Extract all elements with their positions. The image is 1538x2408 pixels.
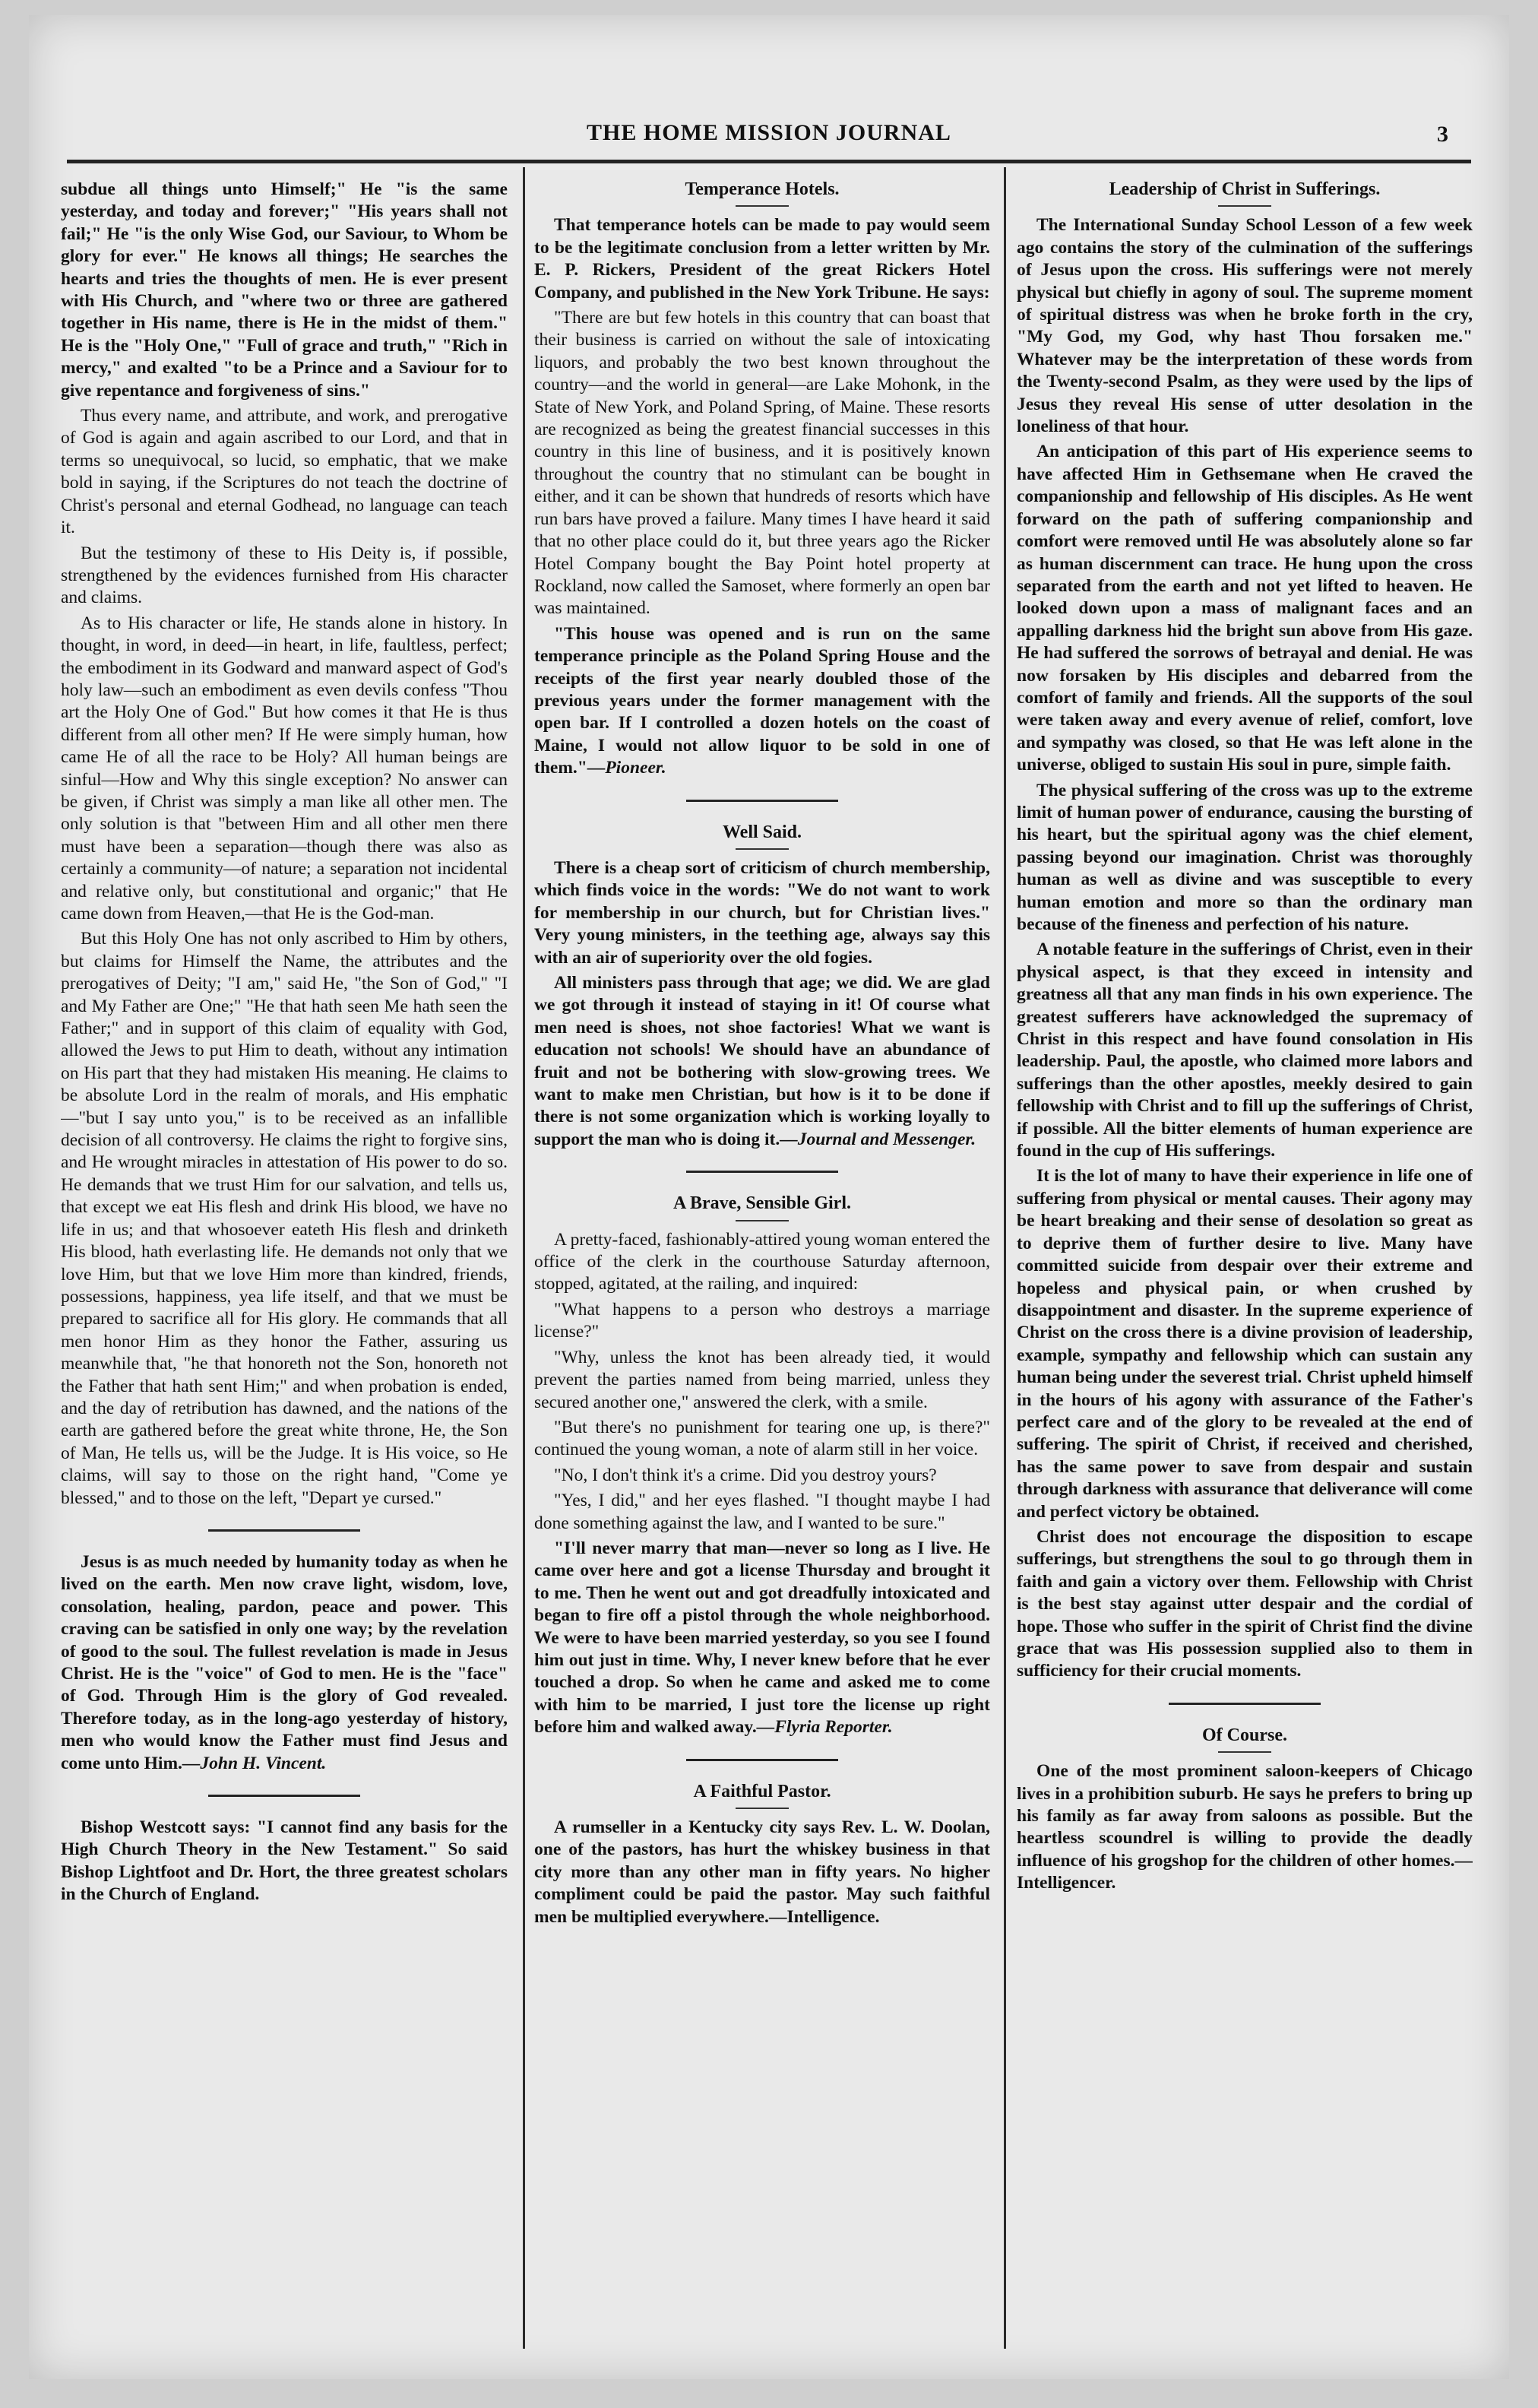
paragraph: Christ does not encourage the disposition to escape sufferings, but strengthens the soul to go through them in faith and gain a victory over them. Fellowship with Christ is the best stay against utter despair and the cordial of hope. Those who suffer in the spirit of Christ find the divine grace that was His possession supplied also to them in sufficiency for their crucial moments. [1017, 1526, 1473, 1681]
paragraph: A pretty-faced, fashionably-attired young woman entered the office of the clerk in the courthouse Saturday afternoon, stopped, agitated, at the railing, and inquired: [534, 1229, 990, 1294]
paragraph: The physical suffering of the cross was up to the extreme limit of human power of endurance, causing the bursting of his heart, but the spiritual agony was the chief element, passing beyond our imagination. Christ was thoroughly human as well as divine and was susceptible to every human emotion and more so than the ordinary man because of the fineness and perfection of his nature. [1017, 780, 1473, 934]
attribution: —Pioneer. [587, 758, 666, 778]
heading-rule [736, 1808, 789, 1809]
section-divider [208, 1795, 360, 1797]
paragraph: That temperance hotels can be made to pay would seem to be the legitimate conclusion from a letter written by Mr. E. P. Rickers, President of the great Rickers Hotel Company, and published in the New York Tribune. He says: [534, 215, 990, 303]
paragraph-text: "I'll never marry that man—never so long as I live. He came over here and got a license Thursday and brought it to me. Then he went out and got dreadfully intoxicated and began to fire off a pistol through the whole neighborhood. We were to have been married yesterday, so you see I found him out just in time. Why, I never knew before that he ever touched a drop. So when he came and asked me to come with him to be married, I just tore the license up right before him and walked away. [534, 1538, 990, 1738]
paragraph: It is the lot of many to have their experience in life one of suffering from physical or mental causes. Their agony may be heart breaking and their sense of desolation so great as to deprive them of further desire to live. Many have committed suicide from despair over their extreme and hopeless and physical pain, or when crushed by disappointment and disaster. In the supreme experience of Christ on the cross there is a divine provision of leadership, example, sympathy and fellowship which can sustain any human being under the severest trial. Christ upheld himself in the hours of his agony with assurance of the Father's perfect care and of the glory to be revealed at the end of suffering. The spirit of Christ, if received and cherished, has the same power to save from despair and sustain through darkness with assurance that deliverance will come and perfect victory be obtained. [1017, 1166, 1473, 1522]
heading-rule [1218, 1751, 1271, 1753]
paragraph: "Why, unless the knot has been already tied, it would prevent the parties named from being married, unless they secured another one," answered the clerk, with a smile. [534, 1347, 990, 1412]
article-heading: Temperance Hotels. [685, 179, 840, 199]
paragraph: But this Holy One has not only ascribed to Him by others, but claims for Himself the Name, the attributes and the prerogatives of Deity; "I am," said He, "the Son of God," "I and My Father are One;" "He that hath seen Me hath seen the Father;" and in support of this claim of equality with God, allowed the Jews to put Him to death, without any intimation on His part that they had mistaken His meaning. He claims to be absolute Lord in the realm of morals, and His emphatic—"but I say unto you," is to be received as an infallible decision of all controversy. He claims the right to forgive sins, and He wrought miracles in attestation of His power to do so. He demands that we trust Him for our salvation, and tells us, that except we eat His flesh and drink His blood, we have no life in us; and that whosoever eateth His flesh and drinketh His blood, hath everlasting life. He demands not only that we love Him, but that we love Him more than kindred, friends, possessions, happiness, yea life itself, and that we must be prepared to sacrifice all for His glory. He commands that all men honor Him as they honor the Father, assuring us meanwhile that, "he that honoreth not the Son, honoreth not the Father that hath sent Him;" and when probation is ended, and the day of retribution has dawned, and the nations of the earth are gathered before the great white throne, He, the Son of Man, He tells us, will be the Judge. It is His voice, so He claims, will say to those on the right hand, "Come ye blessed," and to those on the left, "Depart ye cursed." [61, 929, 508, 1508]
article-heading: Leadership of Christ in Sufferings. [1109, 179, 1381, 199]
attribution: —Flyria Reporter. [756, 1717, 893, 1738]
paragraph: As to His character or life, He stands alone in history. In thought, in word, in deed—in heart, in life, faultless, perfect; the embodiment in its Godward and manward aspect of God's holy law—such an embodiment as even devils confess "Thou art the Holy One of God." But how comes it that He is thus different from all other men? If He were simply human, how came He of all the race to be Holy? All human beings are sinful—How and Why this single exception? No answer can be given, if Christ was simply a man like all other men. The only solution is that "between Him and all other men there must have been a separation—though there was also as certainly a community—of nature; a separation not incidental and relative only, but constitutional and organic;" that He came down from Heaven,—that He is the God-man. [61, 613, 508, 924]
attribution: —John H. Vincent. [182, 1753, 327, 1773]
article-heading: A Faithful Pastor. [693, 1781, 831, 1801]
article-heading: Of Course. [1202, 1725, 1287, 1745]
paragraph: But the testimony of these to His Deity is, if possible, strengthened by the evidences furnished from His character and claims. [61, 543, 508, 608]
masthead [67, 91, 1471, 163]
paragraph [534, 1538, 990, 1739]
section-divider [686, 800, 838, 802]
column-3 [1017, 179, 1473, 2349]
paragraph: The International Sunday School Lesson of a few week ago contains the story of the culmination of the sufferings of Jesus upon the cross. His sufferings were not merely physical but chiefly in agony of soul. The supreme moment of spiritual distress was when he broke forth in the cry, "My God, my God, why hast Thou forsaken me." Whatever may be the interpretation of these words from the Twenty-second Psalm, as they were used by the lips of Jesus they reveal His sense of utter desolation in the loneliness of that hour. [1017, 215, 1473, 437]
heading-rule [1218, 205, 1271, 207]
attribution: —Intelligence. [768, 1906, 880, 1927]
paragraph [61, 1551, 508, 1775]
paragraph [534, 972, 990, 1151]
paragraph: There is a cheap sort of criticism of church membership, which finds voice in the words: "We do not want to work for membership in our church, but for Christian lives." Very young ministers, in the teething age, always say this with an air of superiority over the old fogies. [534, 857, 990, 968]
attribution: —Journal and Messenger. [780, 1129, 976, 1149]
paragraph: subdue all things unto Himself;" He "is the same yesterday, and today and forever;" "His years shall not fail;" He "is the only Wise God, our Saviour, to Whom be glory for ever." He knows all things; He searches the hearts and tries the thoughts of men. He is ever present with His Church, and "where two or three are gathered together in His name, there is He in the midst of them." He is the "Holy One," "Full of grace and truth," "Rich in mercy," and exalted "to be a Prince and a Saviour for to give repentance and forgiveness of sins." [61, 179, 508, 401]
column-2 [534, 179, 990, 2349]
paragraph: "There are but few hotels in this country that can boast that their business is carried on without the sale of intoxicating liquors, and probably the two best known throughout the country—and the world in general—are Lake Mohonk, in the State of New York, and Poland Spring, of Maine. These resorts are recognized as being the greatest financial successes in this country in this line of business, and it is positively known throughout the country that no stimulant can be bought in either, and it can be shown that hundreds of resorts which have run bars have proved a failure. Many times I have heard it said that no other place could do it, but three years ago the Ricker Hotel Company bought the Bay Point hotel property at Rockland, now called the Samoset, where formerly an open bar was maintained. [534, 308, 990, 619]
page-number: 3 [1437, 122, 1448, 147]
paragraph: An anticipation of this part of His experience seems to have affected Him in Gethsemane when He craved the companionship and fellowship of His disciples. As He went forward on the path of suffering companionship and comfort were removed until He was absolutely alone so far as human discernment can trace. He hung upon the cross separated from the earth and not yet lifted to heaven. He looked down upon a mass of malignant faces and an appalling darkness hid the bright sun above from His gaze. He had suffered the sorrows of betrayal and denial. He was now forsaken by His disciples and debarred from the comfort of family and friends. All the supports of the soul were taken away and every avenue of relief, comfort, love and sympathy was closed, so that He was left alone in the universe, obliged to sustain His soul in pure, simple faith. [1017, 442, 1473, 775]
column-rule-1 [523, 167, 525, 2349]
paragraph-text: A rumseller in a Kentucky city says Rev. L. W. Doolan, one of the pastors, has hurt the whiskey business in that city more than any other man in fifty years. No higher compliment could be paid the pastor. May such faithful men be multiplied everywhere. [534, 1817, 990, 1927]
section-divider [1169, 1703, 1321, 1705]
section-divider [686, 1171, 838, 1173]
article-heading: Well Said. [722, 822, 802, 842]
paragraph-text: All ministers pass through that age; we did. We are glad we got through it instead of staying in it! Of course what men need is shoes, not shoe factories! What we want is education not schools! We should have an abundance of fruit and not be bothering with slow-growing trees. We want to make men Christian, but how is it to be done if there is not some organization which is working loyally to support the man who is doing it. [534, 973, 990, 1149]
column-1 [61, 179, 508, 2349]
paragraph [1017, 1760, 1473, 1894]
heading-rule [736, 1220, 789, 1221]
paragraph: "Yes, I did," and her eyes flashed. "I thought maybe I had done something against the law, and I wanted to be sure." [534, 1491, 990, 1533]
paragraph-text: One of the most prominent saloon-keepers of Chicago lives in a prohibition suburb. He says he prefers to bring up his family as far away from saloons as possible. But the heartless scoundrel is willing to provide the deadly influence of his grogshop for the children of other homes. [1017, 1761, 1473, 1871]
paragraph [534, 1817, 990, 1928]
paragraph: Thus every name, and attribute, and work, and prerogative of God is again and again ascribed to our Lord, and that in terms so unequivocal, so lucid, so emphatic, that we make bold in saying, if the Scriptures do not teach the doctrine of Christ's personal and eternal Godhead, no language can teach it. [61, 406, 508, 538]
paragraph-text: Jesus is as much needed by humanity today as when he lived on the earth. Men now crave light, wisdom, love, consolation, healing, pardon, peace and power. This craving can be satisfied in only one way; by the revelation of good to the soul. The fullest revelation is made in Jesus Christ. He is the "voice" of God to men. He is the "face" of God. Through Him is the glory of God revealed. Therefore today, as in the long-ago yesterday of history, men who would know the Father must find Jesus and come unto Him. [61, 1551, 508, 1773]
article-heading: A Brave, Sensible Girl. [673, 1193, 851, 1214]
newspaper-page [29, 15, 1509, 2379]
heading-rule [736, 848, 789, 850]
paragraph: "But there's no punishment for tearing one up, is there?" continued the young woman, a note of alarm still in her voice. [534, 1417, 990, 1460]
paragraph: "What happens to a person who destroys a marriage license?" [534, 1299, 990, 1342]
paragraph: "No, I don't think it's a crime. Did you destroy yours? [554, 1465, 937, 1485]
section-divider [208, 1529, 360, 1532]
paragraph [534, 623, 990, 780]
attribution: —Intelligencer. [1017, 1850, 1473, 1893]
section-divider [686, 1759, 838, 1761]
column-rule-2 [1004, 167, 1006, 2349]
heading-rule [736, 205, 789, 207]
paragraph-text: "This house was opened and is run on the same temperance principle as the Poland Spring House and the receipts of the first year nearly doubled those of the previous years under the former management with the open bar. If I controlled a dozen hotels on the coast of Maine, I would not allow liquor to be sold in one of them." [534, 623, 990, 778]
paragraph: Bishop Westcott says: "I cannot find any basis for the High Church Theory in the New Testament." So said Bishop Lightfoot and Dr. Hort, the three greatest scholars in the Church of England. [61, 1817, 508, 1905]
paragraph: A notable feature in the sufferings of Christ, even in their physical aspect, is that they exceed in intensity and greatness all that any man finds in his own experience. The greatest sufferers have acknowledged the supremacy of Christ in this respect and have found consolation in His leadership. Paul, the apostle, who claimed more labors and sufferings than the other apostles, meekly desired to gain fellowship with Christ and to fill up the sufferings of Christ, if possible. All the bitter elements of human experience are found in the cup of His sufferings. [1017, 939, 1473, 1161]
journal-title: THE HOME MISSION JOURNAL [587, 120, 951, 145]
